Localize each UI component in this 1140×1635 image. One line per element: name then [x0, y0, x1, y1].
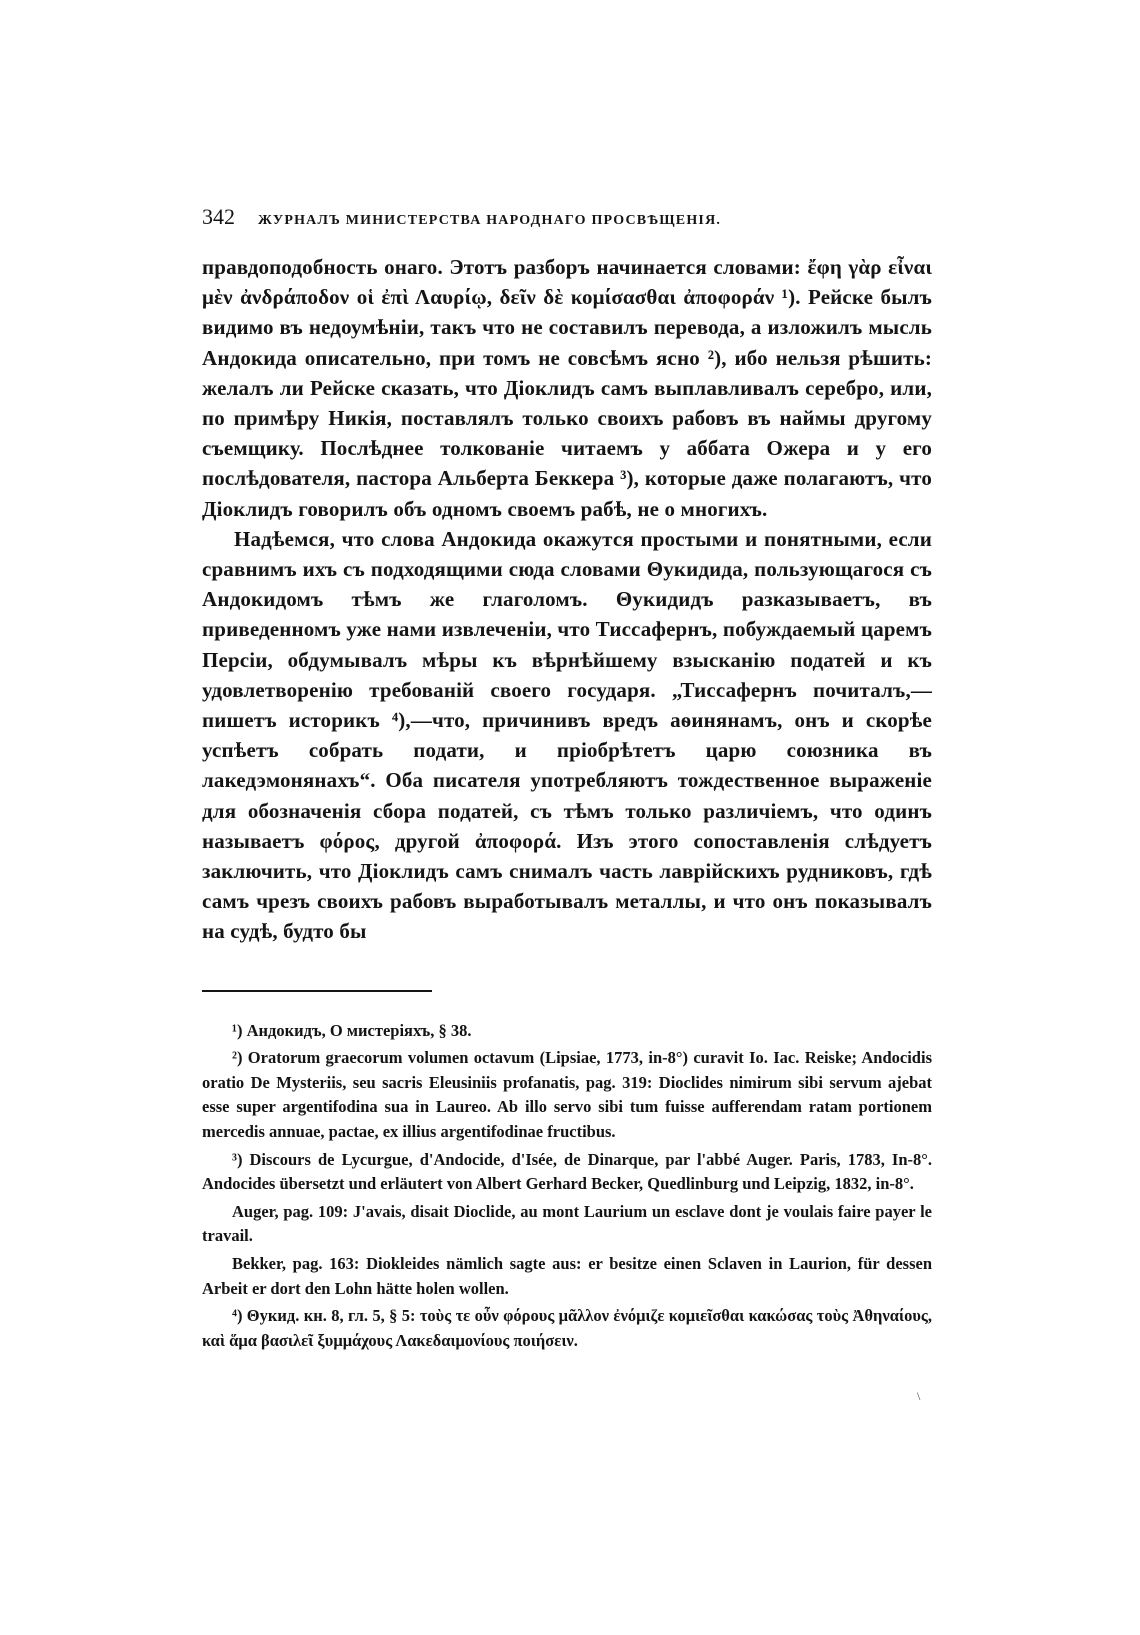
- footnote-separator: [202, 990, 432, 992]
- stray-ink-mark: \: [917, 1389, 921, 1403]
- page-number: 342: [202, 204, 235, 229]
- footnote: Bekker, pag. 163: Diokleides nämlich sagte aus: er besitze einen Sclaven in Laurion, für dessen Arbeit er dort den Lohn hätte holen wollen.: [202, 1254, 932, 1298]
- paragraph: Надѣемся, что слова Андокида окажутся простыми и понятными, если сравнимъ ихъ съ подходящими сюда словами Θукидида, пользующагося съ Андокидомъ тѣмъ же глаголомъ. Θукидидъ разказываетъ, въ приведенномъ уже нами извлеченіи, что Тиссафернъ, побуждаемый царемъ Персіи, обдумывалъ мѣры къ вѣрнѣйшему взысканію податей и къ удовлетворенію требованій своего государя. „Тиссафернъ почиталъ,—пишетъ историкъ ⁴),—что, причинивъ вредъ аѳинянамъ, онъ и скорѣе успѣетъ собрать подати, и пріобрѣтетъ царю союзника въ лакедэмонянахъ“. Оба писателя употребляютъ тождественное выраженіе для обозначенія сбора податей, съ тѣмъ только различіемъ, что одинъ называетъ φόρος, другой ἀποφορά. Изъ этого сопоставленія слѣдуетъ заключить, что Діоклидъ самъ снималъ часть лаврійскихъ рудниковъ, гдѣ самъ чрезъ своихъ рабовъ выработывалъ металлы, и что онъ показывалъ на судѣ, будто бы: [202, 526, 932, 944]
- running-head: [202, 204, 932, 238]
- paragraph: правдоподобность онаго. Этотъ разборъ начинается словами: ἔφη γὰρ εἶναι μὲν ἀνδράποδον οἱ ἐπὶ Λαυρίῳ, δεῖν δὲ κομίσασθαι ἀποφοράν ¹). Рейске былъ видимо въ недоумѣніи, такъ что не составилъ перевода, а изложилъ мысль Андокида описательно, при томъ не совсѣмъ ясно ²), ибо нельзя рѣшить: желалъ ли Рейске сказать, что Діоклидъ самъ выплавливалъ серебро, или, по примѣру Никія, поставлялъ только своихъ рабовъ въ наймы другому съемщику. Послѣднее толкованіе читаемъ у аббата Ожера и у его послѣдователя, пастора Альберта Беккера ³), которые даже полагаютъ, что Діоклидъ говорилъ объ одномъ своемъ рабѣ, не о многихъ.: [202, 255, 932, 521]
- footnote: ³) Discours de Lycurgue, d'Andocide, d'Isée, de Dinarque, par l'abbé Auger. Paris, 1783, In-8°. Andocides übersetzt und erläutert von Albert Gerhard Becker, Quedlinburg und Leipzig, 1832, in-8°.: [202, 1149, 932, 1194]
- journal-title: ЖУРНАЛЪ МИНИСТЕРСТВА НАРОДНАГО ПРОСВѢЩЕНІЯ.: [258, 213, 722, 228]
- main-text: [202, 252, 932, 947]
- book-page: [202, 204, 932, 1353]
- footnote: ²) Oratorum graecorum volumen octavum (Lipsiae, 1773, in-8°) curavit Io. Iac. Reiske; Andocidis oratio De Mysteriis, seu sacris Eleusiniis profanatis, pag. 319: Dioclides nimirum sibi servum ajebat esse super argentifodina sua in Laureo. Ab illo servo sibi tum fuisse aufferendam ratam portionem mercedis annuae, pactae, ex illius argentifodinae fructibus.: [202, 1048, 932, 1142]
- footnotes: [202, 1019, 932, 1354]
- footnote: Auger, pag. 109: J'avais, disait Dioclide, au mont Laurium un esclave dont je voulais faire payer le travail.: [202, 1201, 932, 1246]
- footnote: ⁴) Θукид. кн. 8, гл. 5, § 5: τοὺς τε οὖν φόρους μᾶλλον ἐνόμιζε κομιεῖσθαι κακώσας τοὺς Ἀθηναίους, καὶ ἅμα βασιλεῖ ξυμμάχους Λακεδαιμονίους ποιήσειν.: [202, 1306, 932, 1350]
- footnote: ¹) Андокидъ, О мистеріяхъ, § 38.: [232, 1020, 472, 1040]
